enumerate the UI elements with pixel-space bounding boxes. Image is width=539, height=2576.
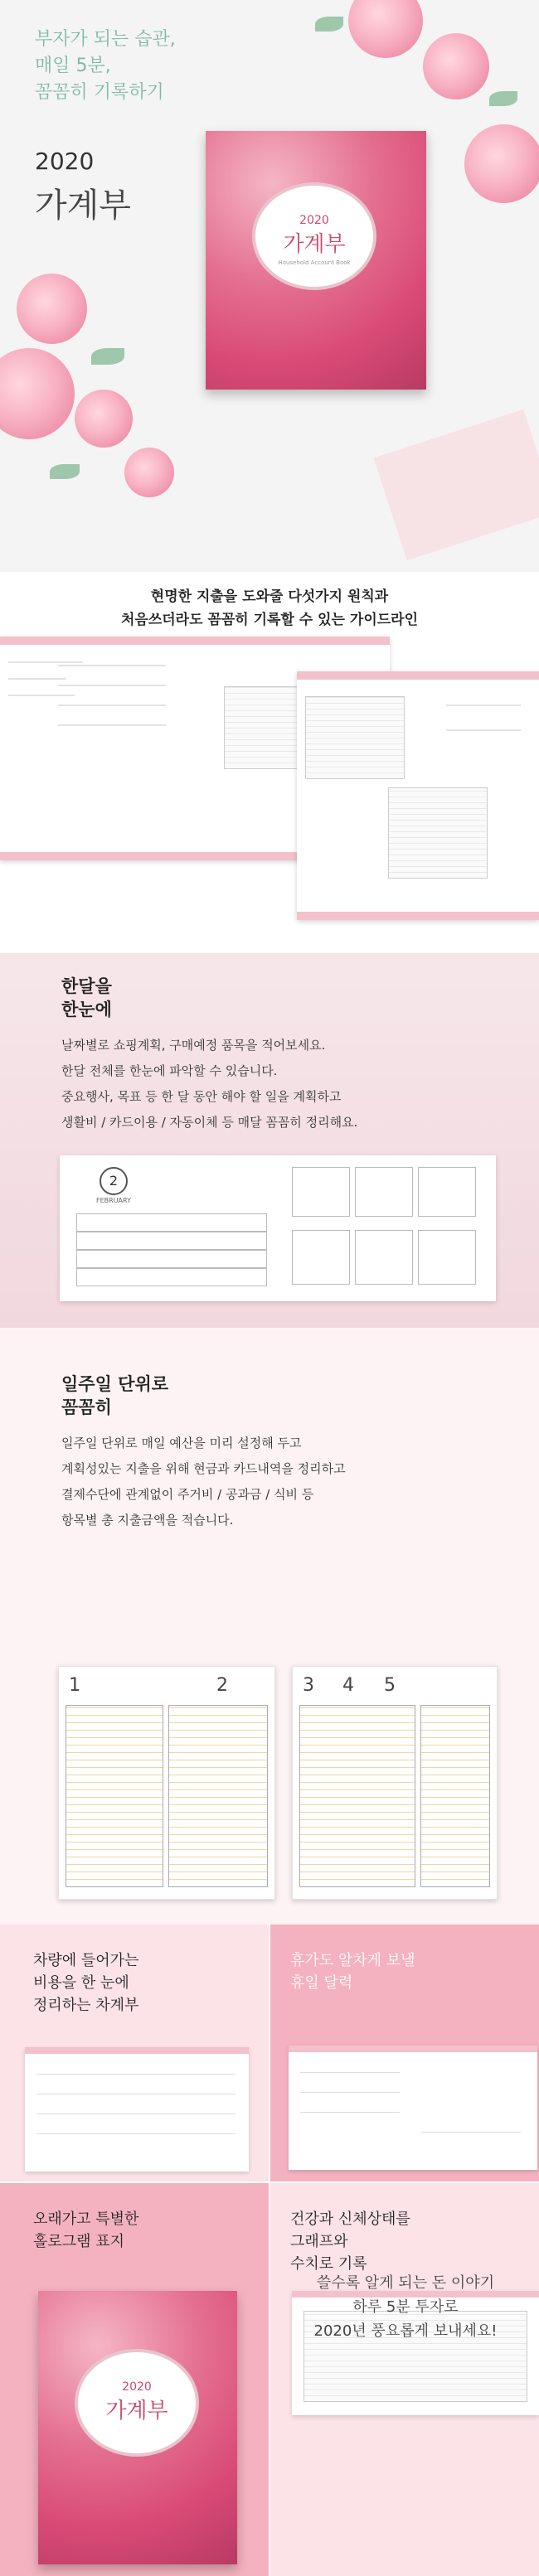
sample-table <box>305 696 405 779</box>
headline-line: 부자가 되는 습관, <box>35 29 176 50</box>
month-title-line: 한눈에 <box>61 1000 112 1019</box>
tile-health-title <box>290 2208 410 2275</box>
sample-table <box>388 787 488 879</box>
planner-box <box>355 1230 413 1285</box>
day-number: 3 <box>303 1675 314 1696</box>
hero-headline <box>35 27 250 106</box>
hologram-cover-image <box>38 2291 237 2564</box>
month-desc-line: 중요행사, 목표 등 한 달 동안 해야 할 일을 계획하고 <box>61 1089 342 1104</box>
weekly-ledger-left <box>58 1666 275 1900</box>
closing-line: 쓸수록 알게 되는 돈 이야기 <box>316 2274 495 2292</box>
leaf-decoration <box>50 464 80 479</box>
planner-box <box>418 1230 476 1285</box>
week-desc-line: 항목별 총 지출금액을 적습니다. <box>61 1513 234 1528</box>
day-number: 2 <box>216 1675 228 1696</box>
rose-decoration <box>348 0 423 58</box>
guide-spread-right <box>297 671 539 920</box>
month-description <box>61 1033 509 1135</box>
planner-box <box>418 1167 476 1217</box>
calendar-week-row <box>76 1250 267 1268</box>
cover-title: 가계부 <box>283 232 346 257</box>
leaf-decoration <box>315 17 343 31</box>
envelope-decoration <box>374 409 539 560</box>
leaf-decoration <box>489 91 517 106</box>
headline-line: 꼼꼼히 기록하기 <box>35 82 164 103</box>
tile-line: 휴가도 알차게 보낼 <box>290 1952 415 1969</box>
tile-line: 차량에 들어가는 <box>33 1952 139 1969</box>
ledger-column <box>66 1705 163 1887</box>
month-desc-line: 생활비 / 카드이용 / 자동이체 등 매달 꼼꼼히 정리해요. <box>61 1115 358 1130</box>
ledger-column <box>420 1705 490 1887</box>
leaf-decoration <box>91 348 124 365</box>
tile-hologram-cover <box>0 2183 269 2576</box>
guide-line: 현명한 지출을 도와줄 다섯가지 원칙과 <box>150 588 389 605</box>
month-title <box>61 975 112 1021</box>
weekly-ledger-right <box>292 1666 498 1900</box>
cover-year: 2020 <box>299 214 329 227</box>
closing-line: 2020년 풍요롭게 보내세요! <box>313 2322 498 2340</box>
tile-line: 수치로 기록 <box>290 2255 367 2273</box>
tile-line: 오래가고 특별한 <box>33 2210 139 2228</box>
tile-line: 홀로그램 표지 <box>33 2233 125 2250</box>
tile-cover-title <box>33 2208 138 2253</box>
planner-box <box>355 1167 413 1217</box>
rose-decoration <box>0 348 75 439</box>
planner-box <box>292 1167 350 1217</box>
headline-line: 매일 5분, <box>35 56 111 76</box>
hero-title: 가계부 <box>35 186 131 225</box>
tile-health-record <box>270 2183 539 2576</box>
cover-medallion <box>75 2349 199 2457</box>
tile-line: 비용을 한 눈에 <box>33 1974 129 1992</box>
day-number: 5 <box>384 1675 396 1696</box>
week-desc-line: 계획성있는 지출을 위해 현금과 카드내역을 정리하고 <box>61 1461 346 1476</box>
hero-section <box>0 0 539 572</box>
features-grid <box>0 1925 539 2576</box>
cover-medallion <box>252 182 376 290</box>
rose-decoration <box>464 124 539 203</box>
car-ledger-page <box>25 2047 249 2172</box>
rose-decoration <box>423 33 489 99</box>
calendar-week-row <box>76 1213 267 1232</box>
hero-year: 2020 <box>35 148 95 175</box>
cover-year: 2020 <box>122 2380 152 2394</box>
cover-subtitle: Household Account Book <box>278 259 351 266</box>
calendar-month-label: FEBRUARY <box>96 1197 131 1204</box>
rose-decoration <box>75 390 133 448</box>
ledger-column <box>299 1705 415 1887</box>
rose-decoration <box>17 274 87 344</box>
week-desc-line: 결제수단에 관계없이 주거비 / 공과금 / 식비 등 <box>61 1487 314 1502</box>
week-title-line: 꼼꼼히 <box>61 1397 112 1417</box>
calendar-week-row <box>76 1232 267 1250</box>
calendar-number: 2 <box>100 1167 128 1195</box>
week-description <box>61 1431 509 1533</box>
holiday-calendar-page <box>289 2046 537 2170</box>
planner-box <box>292 1230 350 1285</box>
tile-line: 휴일 달력 <box>290 1974 353 1992</box>
guide-heading <box>0 585 539 632</box>
sample-table <box>224 686 299 769</box>
tile-line: 건강과 신체상태를 <box>290 2210 410 2228</box>
month-desc-line: 날짜별로 쇼핑계획, 구매예정 품목을 적어보세요. <box>61 1038 326 1053</box>
day-number: 1 <box>69 1675 80 1696</box>
tile-holiday-calendar <box>270 1925 539 2181</box>
tile-holiday-title <box>290 1949 415 1994</box>
tile-car-ledger <box>0 1925 269 2181</box>
closing-message <box>272 2271 539 2343</box>
book-cover-image <box>206 131 426 390</box>
cover-title: 가계부 <box>105 2399 168 2423</box>
tile-line: 그래프와 <box>290 2233 348 2250</box>
month-section <box>0 953 539 1328</box>
tile-line: 정리하는 차계부 <box>33 1997 139 2014</box>
week-section <box>0 1328 539 1925</box>
monthly-calendar-spread <box>60 1155 496 1301</box>
month-desc-line: 한달 전체를 한눈에 파악할 수 있습니다. <box>61 1063 278 1078</box>
tile-car-title <box>33 1949 138 2017</box>
week-title <box>61 1373 168 1419</box>
rose-decoration <box>124 448 174 497</box>
guide-section <box>0 572 539 953</box>
day-number: 4 <box>342 1675 354 1696</box>
month-title-line: 한달을 <box>61 976 112 996</box>
ledger-column <box>168 1705 268 1887</box>
week-title-line: 일주일 단위로 <box>61 1374 169 1394</box>
calendar-week-row <box>76 1268 267 1286</box>
guide-line: 처음쓰더라도 꼼꼼히 기록할 수 있는 가이드라인 <box>120 612 419 628</box>
closing-line: 하루 5분 투자로 <box>352 2298 459 2316</box>
week-desc-line: 일주일 단위로 매일 예산을 미리 설정해 두고 <box>61 1436 302 1450</box>
